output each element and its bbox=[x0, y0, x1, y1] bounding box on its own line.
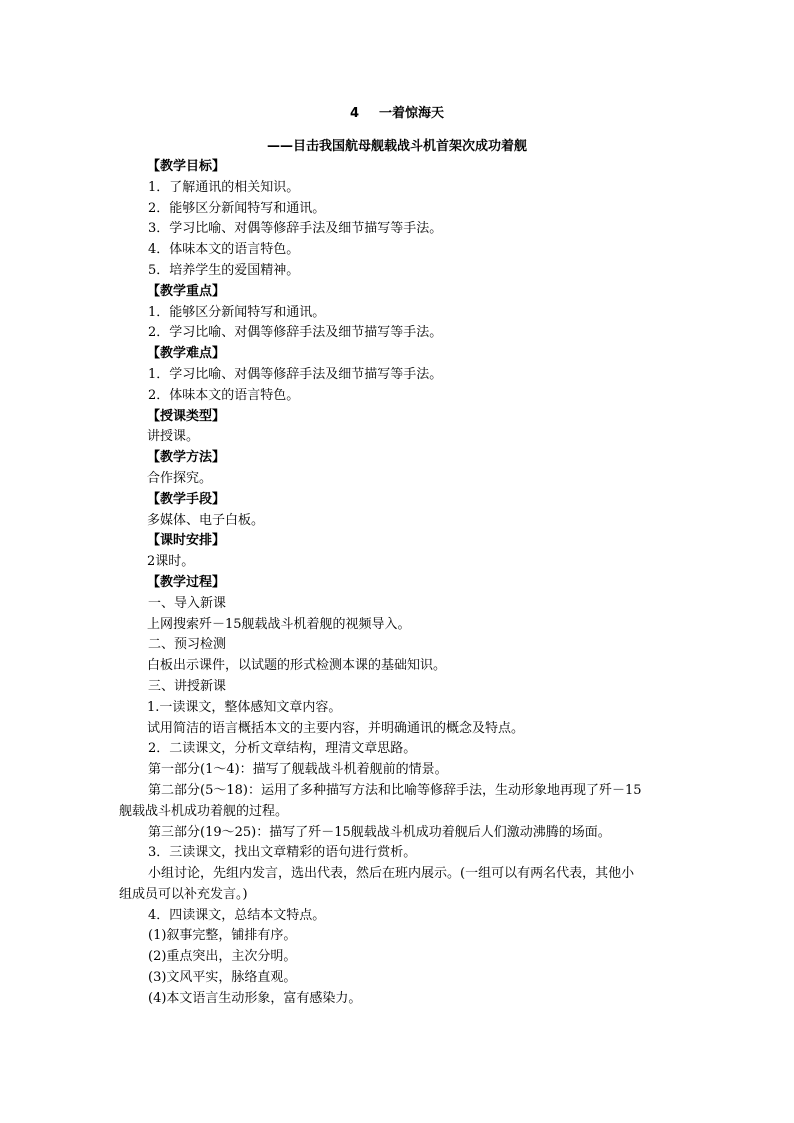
body-line: 合作探究。 bbox=[147, 470, 213, 486]
lesson-subtitle: ——目击我国航母舰载战斗机首架次成功着舰 bbox=[266, 139, 527, 154]
list-item: 2．能够区分新闻特写和通讯。 bbox=[148, 200, 326, 216]
list-item: 第一部分(1～4)：描写了舰载战斗机着舰前的情景。 bbox=[148, 762, 448, 778]
list-item: 1．了解通讯的相关知识。 bbox=[148, 179, 300, 195]
list-item: 三、讲授新课 bbox=[148, 678, 227, 694]
section-heading: 【教学重点】 bbox=[147, 283, 226, 299]
list-item: 3．三读课文，找出文章精彩的语句进行赏析。 bbox=[148, 845, 417, 861]
lesson-title-text: 一着惊海天 bbox=[379, 106, 445, 121]
list-item: 2．体味本文的语言特色。 bbox=[148, 387, 300, 403]
list-item: (1)叙事完整，铺排有序。 bbox=[148, 928, 297, 944]
list-item: 1．能够区分新闻特写和通讯。 bbox=[148, 304, 326, 320]
section-heading: 【授课类型】 bbox=[147, 408, 226, 424]
list-item: 二、预习检测 bbox=[148, 637, 227, 653]
section-heading: 【教学手段】 bbox=[147, 491, 226, 507]
list-item: 3．学习比喻、对偶等修辞手法及细节描写等手法。 bbox=[148, 221, 443, 237]
list-item: 4．四读课文，总结本文特点。 bbox=[148, 907, 326, 923]
list-item: 2．二读课文，分析文章结构，理清文章思路。 bbox=[148, 741, 417, 757]
list-item: 一、导入新课 bbox=[148, 595, 227, 611]
body-line: 上网搜索歼－15舰载战斗机着舰的视频导入。 bbox=[147, 616, 411, 632]
list-item: (2)重点突出，主次分明。 bbox=[148, 949, 297, 965]
section-heading: 【教学目标】 bbox=[147, 159, 226, 174]
lesson-number: 4 bbox=[349, 106, 360, 121]
section-heading: 【教学难点】 bbox=[147, 346, 226, 362]
body-line: 2课时。 bbox=[147, 554, 195, 570]
lesson-title bbox=[0, 102, 794, 121]
list-item: 第二部分(5～18)：运用了多种描写方法和比喻等修辞手法，生动形象地再现了歼－15 bbox=[148, 782, 642, 798]
body-line: 多媒体、电子白板。 bbox=[147, 512, 265, 528]
body-line: 讲授课。 bbox=[147, 429, 200, 445]
section-heading: 【课时安排】 bbox=[147, 533, 226, 549]
body-line: 试用简洁的语言概括本文的主要内容，并明确通讯的概念及特点。 bbox=[147, 720, 525, 736]
lesson-body bbox=[119, 157, 686, 1010]
list-item: (4)本文语言生动形象，富有感染力。 bbox=[148, 990, 362, 1006]
continued-line: 组成员可以补充发言。) bbox=[119, 886, 248, 902]
body-line: 1.一读课文，整体感知文章内容。 bbox=[147, 699, 342, 715]
list-item: 小组讨论，先组内发言，选出代表，然后在班内展示。(一组可以有两名代表，其他小 bbox=[148, 866, 635, 882]
list-item: 1．学习比喻、对偶等修辞手法及细节描写等手法。 bbox=[148, 366, 443, 382]
list-item: 5．培养学生的爱国精神。 bbox=[148, 262, 300, 278]
body-line: 白板出示课件，以试题的形式检测本课的基础知识。 bbox=[147, 658, 447, 674]
list-item: (3)文风平实，脉络直观。 bbox=[148, 970, 297, 986]
list-item: 第三部分(19～25)：描写了歼－15舰载战斗机成功着舰后人们激动沸腾的场面。 bbox=[148, 824, 611, 840]
list-item: 4．体味本文的语言特色。 bbox=[148, 242, 300, 258]
continued-line: 舰载战斗机成功着舰的过程。 bbox=[119, 803, 289, 819]
section-heading: 【教学过程】 bbox=[147, 574, 226, 590]
section-heading: 【教学方法】 bbox=[147, 450, 226, 466]
list-item: 2．学习比喻、对偶等修辞手法及细节描写等手法。 bbox=[148, 325, 443, 341]
